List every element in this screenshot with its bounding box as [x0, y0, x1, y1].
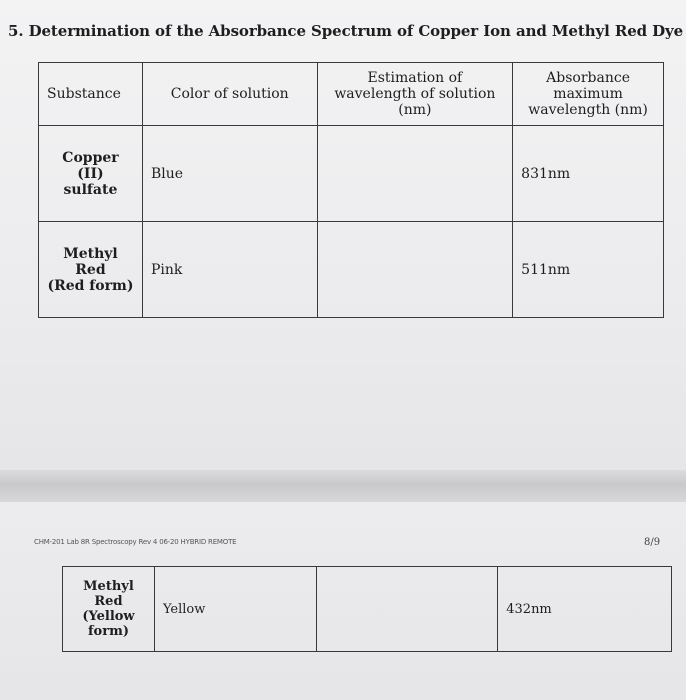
table-header-row — [39, 63, 664, 126]
question-heading: 5. Determination of the Absorbance Spectrum of Copper Ion and Methyl Red Dye — [8, 22, 684, 40]
header-estimation: Estimation of wavelength of solution (nm) — [317, 63, 513, 126]
estimation-cell[interactable] — [316, 567, 498, 652]
page-separator — [0, 470, 686, 502]
header-absorbance — [513, 63, 664, 126]
table-row — [63, 567, 672, 652]
absorbance-cell: 831nm — [513, 126, 664, 222]
header-absorbance-line2: maximum — [553, 86, 623, 102]
substance-line3: form) — [87, 624, 129, 639]
substance-cell — [63, 567, 155, 652]
substance-line1: Methyl Red — [63, 245, 118, 278]
estimation-cell[interactable] — [317, 222, 513, 318]
color-cell: Yellow — [154, 567, 316, 652]
substance-cell — [39, 222, 143, 318]
color-cell: Pink — [142, 222, 317, 318]
substance-line2: (Yellow — [82, 609, 135, 624]
estimation-cell[interactable] — [317, 126, 513, 222]
absorbance-cell: 511nm — [513, 222, 664, 318]
header-absorbance-line1: Absorbance — [546, 70, 630, 86]
header-substance: Substance — [39, 63, 143, 126]
absorbance-table-continued — [62, 566, 672, 652]
substance-line2: sulfate — [63, 181, 118, 198]
color-cell: Blue — [142, 126, 317, 222]
absorbance-table — [38, 62, 664, 318]
page-footer-label: CHM-201 Lab 8R Spectroscopy Rev 4 06-20 HYBRID REMOTE — [34, 538, 237, 546]
table-row — [39, 222, 664, 318]
page-number: 8/9 — [644, 537, 661, 548]
header-color: Color of solution — [142, 63, 317, 126]
substance-line2: (Red form) — [47, 277, 134, 294]
substance-line1: Methyl Red — [83, 579, 134, 609]
substance-line1: Copper (II) — [62, 149, 119, 182]
header-absorbance-line3: wavelength (nm) — [528, 102, 648, 118]
table-row — [39, 126, 664, 222]
substance-cell — [39, 126, 143, 222]
absorbance-cell: 432nm — [498, 567, 672, 652]
